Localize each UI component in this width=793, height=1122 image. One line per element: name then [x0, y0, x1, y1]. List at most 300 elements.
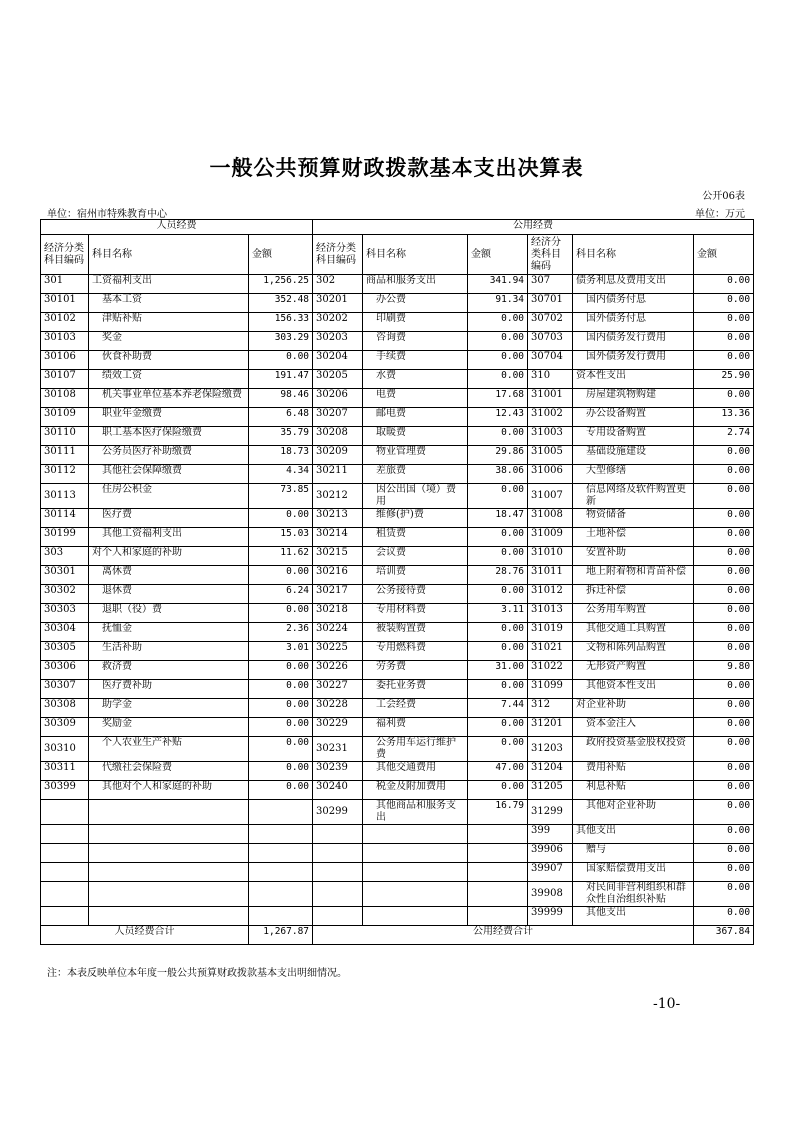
cell-name: 其他商品和服务支出: [363, 800, 468, 825]
cell-code: 31022: [528, 661, 573, 680]
cell-name: 专用材料费: [363, 604, 468, 623]
header-code: 经济分类科目编码: [528, 235, 573, 275]
table-row: [41, 351, 754, 370]
cell-code: 31003: [528, 427, 573, 446]
cell-amount: 0.00: [249, 351, 313, 370]
cell-amount: [468, 863, 528, 882]
cell-name: 其他对个人和家庭的补助: [89, 781, 249, 800]
cell-amount: 0.00: [694, 332, 754, 351]
cell-name: 赠与: [573, 844, 694, 863]
cell-code: [313, 907, 363, 926]
cell-amount: 0.00: [694, 907, 754, 926]
cell-code: 30231: [313, 737, 363, 762]
cell-name: 公务接待费: [363, 585, 468, 604]
cell-amount: [468, 825, 528, 844]
table-row: [41, 547, 754, 566]
cell-amount: 0.00: [694, 737, 754, 762]
cell-amount: 0.00: [694, 781, 754, 800]
cell-name: 代缴社会保险费: [89, 762, 249, 781]
cell-code: 30239: [313, 762, 363, 781]
cell-amount: 0.00: [694, 294, 754, 313]
cell-name: 公务用车运行维护费: [363, 737, 468, 762]
cell-name: [89, 863, 249, 882]
cell-name: 土地补偿: [573, 528, 694, 547]
table-row: [41, 844, 754, 863]
cell-code: 30108: [41, 389, 89, 408]
cell-code: 39907: [528, 863, 573, 882]
cell-name: 公务员医疗补助缴费: [89, 446, 249, 465]
cell-name: 救济费: [89, 661, 249, 680]
table-row: [41, 642, 754, 661]
unit-name: 单位：宿州市特殊教育中心: [47, 209, 167, 220]
cell-name: 手续费: [363, 351, 468, 370]
cell-name: 住房公积金: [89, 484, 249, 509]
cell-code: 30229: [313, 718, 363, 737]
cell-name: 费用补贴: [573, 762, 694, 781]
cell-name: 国外债务付息: [573, 313, 694, 332]
cell-code: 30399: [41, 781, 89, 800]
cell-name: 退休费: [89, 585, 249, 604]
cell-name: 工会经费: [363, 699, 468, 718]
cell-amount: 0.00: [694, 585, 754, 604]
cell-code: 31005: [528, 446, 573, 465]
cell-code: 30308: [41, 699, 89, 718]
table-row: [41, 623, 754, 642]
cell-code: [41, 882, 89, 907]
cell-amount: 25.90: [694, 370, 754, 389]
cell-name: 税金及附加费用: [363, 781, 468, 800]
cell-code: [41, 825, 89, 844]
header-code: 经济分类科目编码: [41, 235, 89, 275]
table-row: [41, 509, 754, 528]
public-total-amount: 367.84: [694, 926, 754, 945]
cell-amount: 0.00: [694, 844, 754, 863]
table-row: [41, 661, 754, 680]
cell-name: 债务利息及费用支出: [573, 275, 694, 294]
cell-name: 物业管理费: [363, 446, 468, 465]
cell-code: 30217: [313, 585, 363, 604]
cell-name: 办公费: [363, 294, 468, 313]
cell-name: 水费: [363, 370, 468, 389]
table-row: [41, 699, 754, 718]
cell-name: [363, 882, 468, 907]
cell-code: 31201: [528, 718, 573, 737]
cell-code: 31012: [528, 585, 573, 604]
cell-code: 30702: [528, 313, 573, 332]
table-row: [41, 484, 754, 509]
cell-amount: 38.06: [468, 465, 528, 484]
cell-amount: 18.73: [249, 446, 313, 465]
cell-amount: 0.00: [249, 762, 313, 781]
cell-amount: 303.29: [249, 332, 313, 351]
cell-code: 30201: [313, 294, 363, 313]
cell-name: 被装购置费: [363, 623, 468, 642]
table-row: [41, 604, 754, 623]
table-row: [41, 762, 754, 781]
cell-code: 31002: [528, 408, 573, 427]
cell-name: 对企业补助: [573, 699, 694, 718]
cell-code: 30216: [313, 566, 363, 585]
cell-amount: 17.68: [468, 389, 528, 408]
cell-amount: 0.00: [694, 446, 754, 465]
totals-row: [41, 926, 754, 945]
cell-amount: 0.00: [468, 528, 528, 547]
cell-amount: 0.00: [249, 680, 313, 699]
cell-name: 其他资本性支出: [573, 680, 694, 699]
cell-code: 399: [528, 825, 573, 844]
cell-code: 30304: [41, 623, 89, 642]
cell-code: [313, 863, 363, 882]
cell-amount: 0.00: [249, 718, 313, 737]
cell-code: 302: [313, 275, 363, 294]
cell-amount: 0.00: [694, 623, 754, 642]
cell-name: 其他交通费用: [363, 762, 468, 781]
cell-amount: 18.47: [468, 509, 528, 528]
cell-code: 30103: [41, 332, 89, 351]
cell-name: 其他交通工具购置: [573, 623, 694, 642]
header-amount: 金额: [468, 235, 528, 275]
cell-name: 公务用车购置: [573, 604, 694, 623]
table-row: [41, 800, 754, 825]
cell-code: 31010: [528, 547, 573, 566]
cell-code: 30704: [528, 351, 573, 370]
table-row: [41, 585, 754, 604]
cell-code: 30226: [313, 661, 363, 680]
cell-amount: 0.00: [694, 882, 754, 907]
page-number: -10-: [653, 996, 681, 1012]
personnel-total-label: 人员经费合计: [41, 926, 249, 945]
cell-name: 基本工资: [89, 294, 249, 313]
cell-amount: 16.79: [468, 800, 528, 825]
cell-code: 39999: [528, 907, 573, 926]
cell-amount: [249, 907, 313, 926]
table-row: [41, 389, 754, 408]
cell-code: 31204: [528, 762, 573, 781]
cell-amount: 0.00: [249, 699, 313, 718]
cell-amount: 0.00: [468, 680, 528, 699]
table-row: [41, 680, 754, 699]
cell-name: 助学金: [89, 699, 249, 718]
cell-amount: [249, 863, 313, 882]
cell-amount: 0.00: [468, 547, 528, 566]
cell-code: 30202: [313, 313, 363, 332]
cell-name: 其他工资福利支出: [89, 528, 249, 547]
cell-code: 31203: [528, 737, 573, 762]
cell-amount: 352.48: [249, 294, 313, 313]
public-total-label: 公用经费合计: [313, 926, 694, 945]
cell-amount: 2.74: [694, 427, 754, 446]
cell-name: 退职（役）费: [89, 604, 249, 623]
cell-amount: [468, 844, 528, 863]
cell-name: [363, 844, 468, 863]
cell-code: 310: [528, 370, 573, 389]
cell-amount: 0.00: [468, 484, 528, 509]
table-row: [41, 781, 754, 800]
table-row: [41, 313, 754, 332]
cell-code: 31011: [528, 566, 573, 585]
cell-code: 30208: [313, 427, 363, 446]
cell-amount: 28.76: [468, 566, 528, 585]
cell-amount: 0.00: [468, 718, 528, 737]
cell-code: 30303: [41, 604, 89, 623]
cell-amount: 0.00: [468, 623, 528, 642]
cell-code: 30102: [41, 313, 89, 332]
cell-amount: 0.00: [468, 781, 528, 800]
cell-name: 电费: [363, 389, 468, 408]
table-row: [41, 825, 754, 844]
cell-code: 30110: [41, 427, 89, 446]
cell-amount: 0.00: [468, 351, 528, 370]
cell-code: 30225: [313, 642, 363, 661]
cell-code: 31099: [528, 680, 573, 699]
cell-name: 信息网络及软件购置更新: [573, 484, 694, 509]
table-row: [41, 863, 754, 882]
cell-amount: 0.00: [468, 585, 528, 604]
cell-code: 30205: [313, 370, 363, 389]
cell-amount: 11.62: [249, 547, 313, 566]
cell-code: 30107: [41, 370, 89, 389]
cell-name: 生活补助: [89, 642, 249, 661]
cell-amount: 91.34: [468, 294, 528, 313]
cell-amount: [468, 907, 528, 926]
cell-name: 基础设施建设: [573, 446, 694, 465]
cell-amount: 0.00: [694, 762, 754, 781]
cell-amount: 3.01: [249, 642, 313, 661]
cell-code: 31008: [528, 509, 573, 528]
cell-name: [89, 882, 249, 907]
cell-amount: [249, 882, 313, 907]
cell-code: 30299: [313, 800, 363, 825]
cell-name: 福利费: [363, 718, 468, 737]
cell-code: 30112: [41, 465, 89, 484]
cell-amount: 13.36: [694, 408, 754, 427]
table-row: [41, 528, 754, 547]
cell-name: 离休费: [89, 566, 249, 585]
section-header-row: [41, 220, 754, 235]
table-row: [41, 408, 754, 427]
cell-name: 资本性支出: [573, 370, 694, 389]
cell-amount: 0.00: [249, 661, 313, 680]
cell-code: 30111: [41, 446, 89, 465]
table-row: [41, 332, 754, 351]
cell-amount: 9.80: [694, 661, 754, 680]
cell-code: 31299: [528, 800, 573, 825]
cell-code: 30204: [313, 351, 363, 370]
cell-amount: 0.00: [694, 718, 754, 737]
cell-code: 30101: [41, 294, 89, 313]
cell-name: 地上附着物和青苗补偿: [573, 566, 694, 585]
cell-name: 取暖费: [363, 427, 468, 446]
cell-name: 对个人和家庭的补助: [89, 547, 249, 566]
cell-amount: [468, 882, 528, 907]
cell-amount: 2.36: [249, 623, 313, 642]
cell-amount: 156.33: [249, 313, 313, 332]
cell-amount: 0.00: [694, 863, 754, 882]
cell-amount: 47.00: [468, 762, 528, 781]
cell-amount: 0.00: [694, 825, 754, 844]
cell-name: 专用设备购置: [573, 427, 694, 446]
cell-code: [41, 907, 89, 926]
cell-amount: [249, 825, 313, 844]
table-row: [41, 465, 754, 484]
cell-code: 30703: [528, 332, 573, 351]
cell-name: 奖金: [89, 332, 249, 351]
cell-name: [363, 863, 468, 882]
cell-code: [313, 844, 363, 863]
header-amount: 金额: [694, 235, 754, 275]
cell-amount: 12.43: [468, 408, 528, 427]
cell-name: [363, 907, 468, 926]
cell-code: 30199: [41, 528, 89, 547]
cell-code: 30215: [313, 547, 363, 566]
cell-code: 31006: [528, 465, 573, 484]
cell-name: 伙食补助费: [89, 351, 249, 370]
cell-name: 办公设备购置: [573, 408, 694, 427]
cell-name: 抚恤金: [89, 623, 249, 642]
cell-amount: 0.00: [249, 509, 313, 528]
cell-amount: 3.11: [468, 604, 528, 623]
cell-name: 邮电费: [363, 408, 468, 427]
cell-amount: 0.00: [694, 389, 754, 408]
cell-name: 租赁费: [363, 528, 468, 547]
table-row: [41, 882, 754, 907]
cell-amount: 31.00: [468, 661, 528, 680]
cell-amount: 6.48: [249, 408, 313, 427]
cell-name: 国内债务发行费用: [573, 332, 694, 351]
table-row: [41, 294, 754, 313]
cell-amount: 35.79: [249, 427, 313, 446]
cell-name: 津贴补贴: [89, 313, 249, 332]
cell-code: 30240: [313, 781, 363, 800]
cell-name: 国家赔偿费用支出: [573, 863, 694, 882]
cell-amount: 0.00: [468, 642, 528, 661]
cell-amount: 0.00: [468, 737, 528, 762]
cell-code: 301: [41, 275, 89, 294]
cell-name: 无形资产购置: [573, 661, 694, 680]
cell-name: 对民间非营利组织和群众性自治组织补贴: [573, 882, 694, 907]
cell-code: 31001: [528, 389, 573, 408]
cell-amount: 0.00: [694, 800, 754, 825]
cell-code: 30114: [41, 509, 89, 528]
cell-name: 拆迁补偿: [573, 585, 694, 604]
table-row: [41, 718, 754, 737]
cell-amount: 0.00: [694, 528, 754, 547]
cell-code: 30213: [313, 509, 363, 528]
cell-name: 资本金注入: [573, 718, 694, 737]
cell-name: 国外债务发行费用: [573, 351, 694, 370]
cell-code: 30701: [528, 294, 573, 313]
cell-name: 机关事业单位基本养老保险缴费: [89, 389, 249, 408]
table-row: [41, 907, 754, 926]
cell-amount: 0.00: [694, 465, 754, 484]
cell-name: 因公出国（境）费用: [363, 484, 468, 509]
cell-name: 利息补贴: [573, 781, 694, 800]
cell-code: 30218: [313, 604, 363, 623]
cell-amount: 341.94: [468, 275, 528, 294]
cell-code: 30209: [313, 446, 363, 465]
cell-amount: 0.00: [694, 275, 754, 294]
cell-amount: 0.00: [249, 566, 313, 585]
cell-code: 31007: [528, 484, 573, 509]
cell-code: [41, 800, 89, 825]
table-row: [41, 427, 754, 446]
cell-name: 职工基本医疗保险缴费: [89, 427, 249, 446]
cell-amount: 0.00: [694, 566, 754, 585]
cell-name: 咨询费: [363, 332, 468, 351]
table-note: 注：本表反映单位本年度一般公共预算财政拨款基本支出明细情况。: [47, 968, 347, 979]
header-name: 科目名称: [363, 235, 468, 275]
cell-name: [89, 907, 249, 926]
cell-code: 30106: [41, 351, 89, 370]
cell-code: [313, 882, 363, 907]
cell-code: 30309: [41, 718, 89, 737]
cell-amount: 73.85: [249, 484, 313, 509]
cell-name: 专用燃料费: [363, 642, 468, 661]
cell-amount: 0.00: [694, 484, 754, 509]
page-title: 一般公共预算财政拨款基本支出决算表: [209, 155, 584, 180]
cell-amount: 0.00: [694, 699, 754, 718]
cell-amount: 7.44: [468, 699, 528, 718]
cell-name: 委托业务费: [363, 680, 468, 699]
cell-amount: 0.00: [694, 351, 754, 370]
cell-name: 其他支出: [573, 907, 694, 926]
cell-name: [89, 800, 249, 825]
cell-amount: 0.00: [694, 604, 754, 623]
cell-amount: 0.00: [694, 680, 754, 699]
table-row: [41, 446, 754, 465]
cell-code: 30227: [313, 680, 363, 699]
cell-amount: 0.00: [694, 509, 754, 528]
cell-name: 工资福利支出: [89, 275, 249, 294]
section-personnel: 人员经费: [41, 220, 313, 235]
cell-name: 大型修缮: [573, 465, 694, 484]
cell-code: 312: [528, 699, 573, 718]
cell-code: 307: [528, 275, 573, 294]
cell-code: 30214: [313, 528, 363, 547]
table-row: [41, 275, 754, 294]
personnel-total-amount: 1,267.87: [249, 926, 313, 945]
cell-name: [89, 844, 249, 863]
cell-name: 劳务费: [363, 661, 468, 680]
cell-code: 31021: [528, 642, 573, 661]
cell-name: 其他社会保障缴费: [89, 465, 249, 484]
cell-code: [41, 863, 89, 882]
cell-code: [41, 844, 89, 863]
cell-amount: 29.86: [468, 446, 528, 465]
cell-amount: [249, 800, 313, 825]
cell-amount: 6.24: [249, 585, 313, 604]
cell-amount: 0.00: [694, 547, 754, 566]
header-name: 科目名称: [573, 235, 694, 275]
cell-amount: 0.00: [694, 642, 754, 661]
column-header-row: [41, 235, 754, 275]
cell-code: 30224: [313, 623, 363, 642]
cell-code: 30203: [313, 332, 363, 351]
cell-code: 31205: [528, 781, 573, 800]
cell-name: 职业年金缴费: [89, 408, 249, 427]
cell-amount: 0.00: [249, 781, 313, 800]
cell-code: 31019: [528, 623, 573, 642]
cell-code: 30113: [41, 484, 89, 509]
cell-name: 医疗费补助: [89, 680, 249, 699]
cell-code: 30307: [41, 680, 89, 699]
cell-name: 个人农业生产补贴: [89, 737, 249, 762]
cell-name: [363, 825, 468, 844]
table-row: [41, 737, 754, 762]
cell-amount: 0.00: [468, 332, 528, 351]
cell-amount: 0.00: [249, 737, 313, 762]
cell-name: 商品和服务支出: [363, 275, 468, 294]
